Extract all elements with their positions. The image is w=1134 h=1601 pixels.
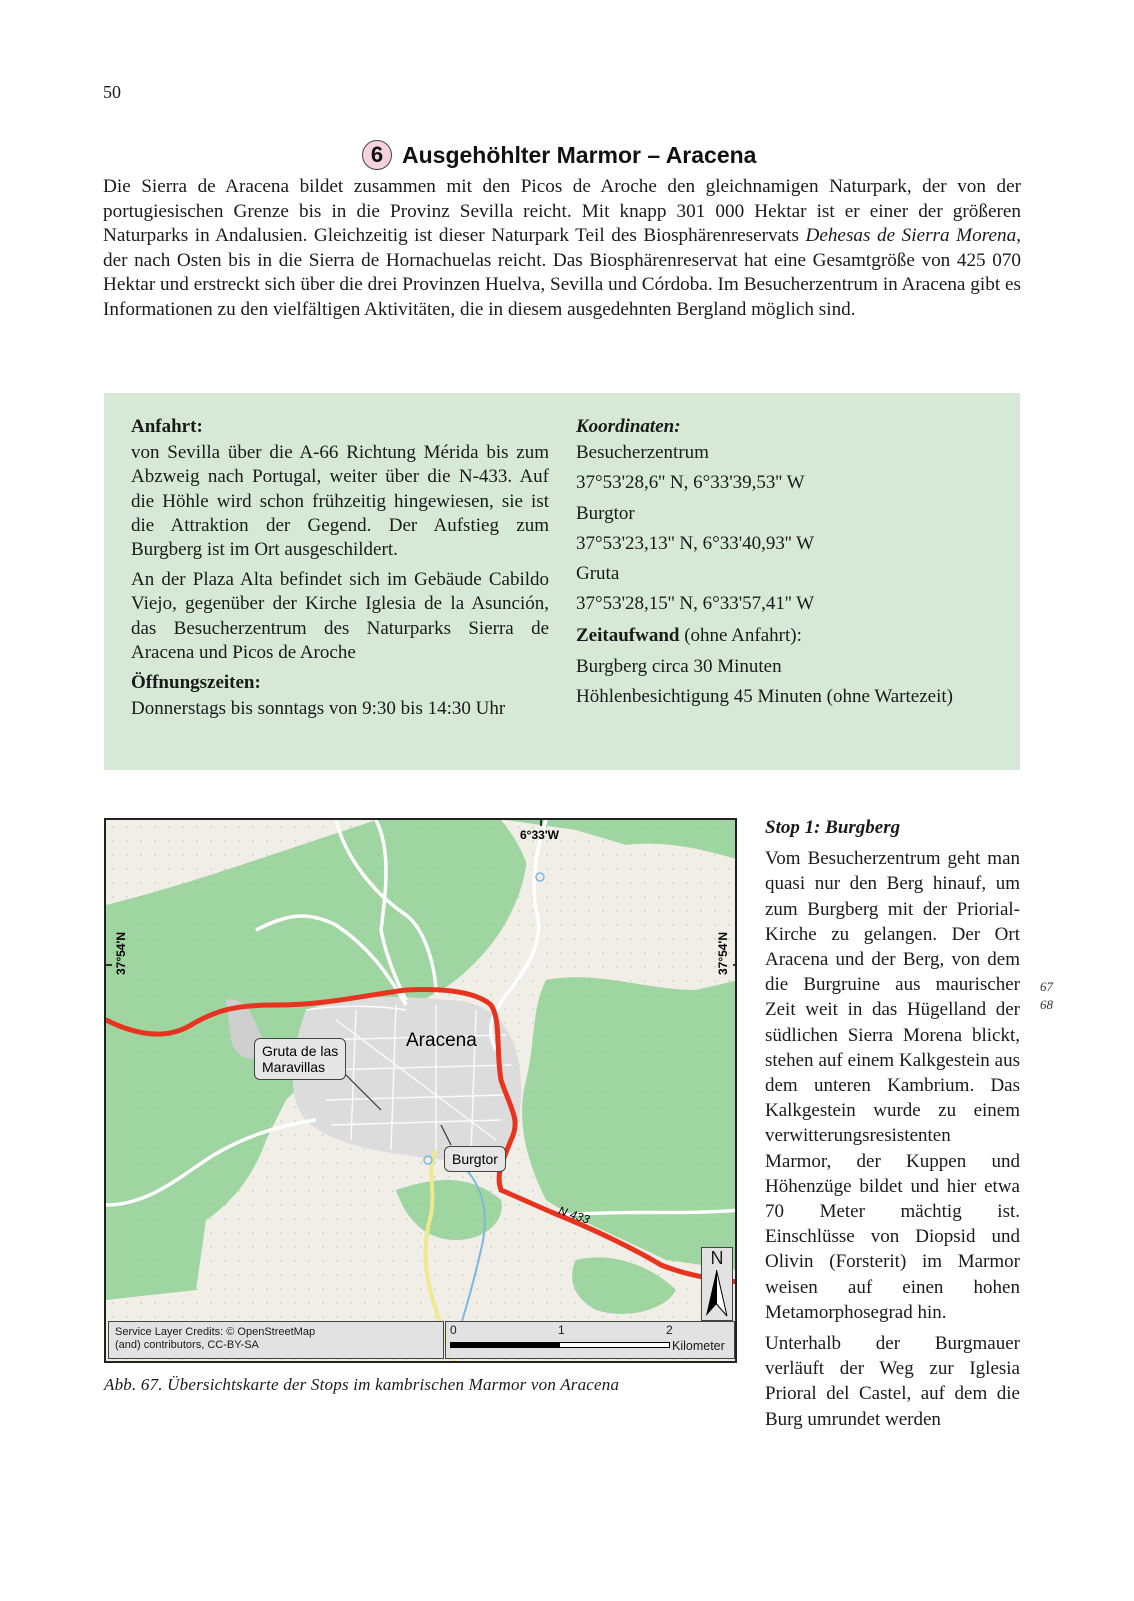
zeitaufwand-label: Zeitaufwand bbox=[576, 625, 680, 647]
scale-tick-1: 1 bbox=[558, 1323, 565, 1337]
map-graphic bbox=[106, 820, 737, 1363]
coord-value: 37°53'28,6'' N, 6°33'39,53'' W bbox=[576, 472, 805, 494]
margin-figure-refs bbox=[1040, 978, 1053, 1014]
stop1-paragraph: Vom Besucherzentrum geht man quasi nur den Berg hinauf, um zum Burgberg mit der Priorial-Kirche zu gelangen. Der Ort Aracena und der Berg, von dem die Burgruine aus maurischer Zeit weit in das Hügelland der südlichen Sierra Morena blickt, stehen auf einem Kalkgestein aus dem unteren Kambrium. Das Kalkgestein wurde zu einem verwitterungsresistenten Marmor, der Kuppen und Höhenzüge bildet und hier etwa 70 Meter mächtig ist. Einschlüsse von Diopsid und Olivin (Forsterit) im Marmor weisen auf einen hohen Metamorphosegrad hin. bbox=[765, 848, 1020, 1323]
zeitaufwand-line: Burgberg circa 30 Minuten bbox=[576, 655, 782, 677]
north-arrow-icon bbox=[702, 1268, 731, 1320]
figure-caption: Abb. 67. Übersichtskarte der Stops im kambrischen Marmor von Aracena bbox=[104, 1375, 620, 1394]
oeffnungszeiten-heading: Öffnungszeiten: bbox=[131, 672, 261, 694]
besucherzentrum-text: An der Plaza Alta befindet sich im Gebäude Cabildo Viejo, gegenüber der Kirche Iglesia de la Asunción, das Besucherzentrum des Naturparks Sierra de Aracena und Picos de Aroche bbox=[131, 569, 549, 663]
credits-line2: (and) contributors, CC-BY-SA bbox=[115, 1339, 259, 1351]
callout-gruta bbox=[254, 1038, 346, 1080]
latitude-tick-label-right: 37°54'N bbox=[716, 932, 730, 976]
scale-bar-graphic bbox=[450, 1342, 670, 1348]
callout-burgtor: Burgtor bbox=[444, 1146, 506, 1172]
intro-text-1: Die Sierra de Aracena bildet zusammen mit den Picos de Aroche den gleichnamigen Naturpark, der von der portugiesischen Grenze bis in die Provinz Sevilla reicht. Mit knapp 301 000 Hektar ist er einer der größeren Naturparks in Andalusien. Gleichzeitig ist dieser Naturpark Teil des Biosphärenreservats bbox=[103, 176, 1021, 246]
info-box bbox=[104, 393, 1020, 770]
page-number: 50 bbox=[103, 82, 121, 102]
koordinaten-heading: Koordinaten: bbox=[576, 416, 681, 437]
overview-map bbox=[104, 818, 737, 1363]
north-arrow bbox=[701, 1247, 733, 1321]
anfahrt-text: von Sevilla über die A-66 Richtung Mérida bis zum Abzweig nach Portugal, weiter über die N-433. Auf die Höhle wird schon frühzeitig hingewiesen, sie ist die Attraktion der Gegend. Der Aufstieg zum Burgberg ist im Ort ausgeschildert. bbox=[131, 442, 549, 561]
info-right-column bbox=[576, 415, 996, 715]
scale-tick-2: 2 bbox=[666, 1323, 673, 1337]
coord-name: Burgtor bbox=[576, 502, 635, 524]
info-left-column bbox=[131, 415, 549, 727]
callout-gruta-line1: Gruta de las bbox=[262, 1043, 339, 1059]
credits-line1: Service Layer Credits: © OpenStreetMap bbox=[115, 1326, 316, 1338]
callout-gruta-line2: Maravillas bbox=[262, 1059, 326, 1075]
north-letter: N bbox=[710, 1248, 724, 1268]
stop1-heading: Stop 1: Burgberg bbox=[765, 817, 901, 838]
stop1-paragraph: Unterhalb der Burgmauer verläuft der Weg zur Iglesia Prioral del Castel, auf dem die Burg umrundet werden bbox=[765, 1333, 1020, 1430]
coord-name: Gruta bbox=[576, 563, 620, 585]
coord-name: Besucherzentrum bbox=[576, 442, 709, 464]
chapter-number-badge: 6 bbox=[362, 140, 392, 170]
figure-ref-68: 68 bbox=[1040, 997, 1053, 1012]
chapter-title: Ausgehöhlter Marmor – Aracena bbox=[402, 141, 757, 168]
scale-unit: Kilometer bbox=[672, 1339, 725, 1353]
scale-tick-0: 0 bbox=[450, 1323, 457, 1337]
zeitaufwand-suffix: (ohne Anfahrt): bbox=[679, 625, 802, 647]
figure-ref-67: 67 bbox=[1040, 979, 1053, 994]
intro-paragraph bbox=[103, 175, 1021, 322]
latitude-tick-label-left: 37°54'N bbox=[114, 932, 128, 976]
town-label-aracena: Aracena bbox=[406, 1030, 477, 1051]
map-credits bbox=[108, 1321, 444, 1359]
anfahrt-heading: Anfahrt: bbox=[131, 416, 203, 437]
chapter-heading bbox=[362, 138, 756, 172]
scale-bar bbox=[445, 1321, 735, 1359]
stop1-column bbox=[765, 815, 1020, 1438]
coord-value: 37°53'23,13'' N, 6°33'40,93'' W bbox=[576, 532, 815, 554]
road-label-n433: N 433 bbox=[556, 1203, 592, 1227]
zeitaufwand-line: Höhlenbesichtigung 45 Minuten (ohne Wartezeit) bbox=[576, 685, 953, 707]
intro-text-italic: Dehesas de Sierra Morena bbox=[805, 225, 1017, 246]
oeffnungszeiten-text: Donnerstags bis sonntags von 9:30 bis 14:30 Uhr bbox=[131, 698, 506, 720]
longitude-tick-label: 6°33'W bbox=[520, 828, 559, 842]
intro-text-2: , der nach Osten bis in die Sierra de Hornachuelas reicht. Das Biosphärenreservat hat eine Gesamtgröße von 425 070 Hektar und erstreckt sich über die drei Provinzen Huelva, Sevilla und Córdoba. Im Besucherzentrum in Aracena gibt es Informationen zu den vielfältigen Aktivitäten, die in diesem ausgedehnten Bergland möglich sind. bbox=[103, 225, 1021, 320]
coord-value: 37°53'28,15'' N, 6°33'57,41'' W bbox=[576, 593, 815, 615]
zeitaufwand-heading bbox=[576, 624, 996, 648]
